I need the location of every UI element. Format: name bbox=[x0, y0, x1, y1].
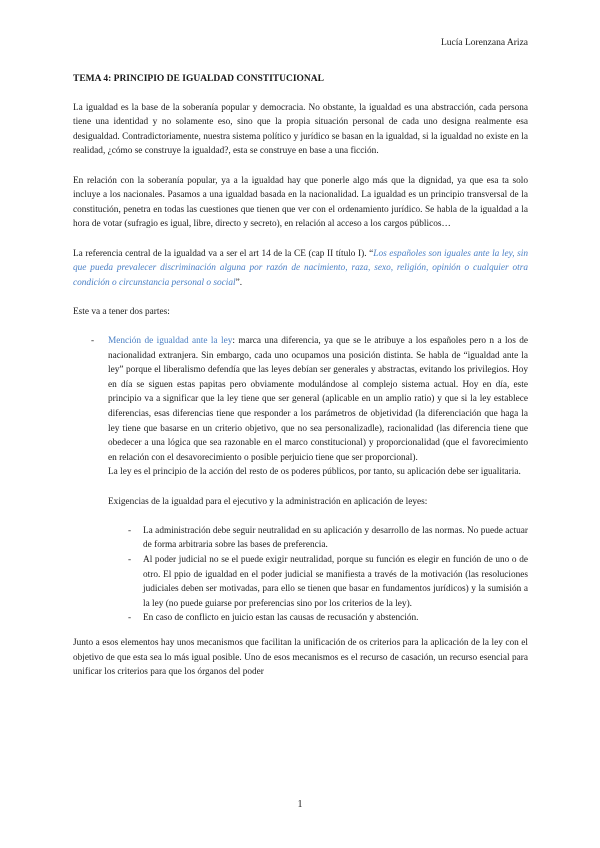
paragraph-1: La igualdad es la base de la soberanía popular y democracia. No obstante, la igualdad es una abstracción, cada persona tiene una identidad y no solamente eso, sino que la propia situación personal de cada uno designa realmente esa desigualdad. Contradictoriamente, nuestra sistema político y jurídico se basan en la igualdad, si la igualdad no existe en la realidad, ¿cómo se construye la igualdad?, esta se construye en base a una ficción. bbox=[73, 102, 528, 157]
list-item-paragraph-3: Exigencias de la igualdad para el ejecutivo y la administración en aplicación de leyes: bbox=[108, 496, 428, 507]
sub-list-text: Al poder judicial no se el puede exigir neutralidad, porque su función es elegir en función de uno o de otro. El ppio de igualdad en el poder judicial se manifiesta a través de la motivación (las resoluciones judiciales deben ser motivadas, para ello se tienen que basar en fundamentos jurídicos) y la sumisión a la ley (no puede guiarse por preferencias sino por los criterios de la ley). bbox=[143, 555, 528, 609]
article-14-quote: Los españoles son iguales ante la ley, sin que pueda prevalecer discriminación alguna por razón de nacimiento, raza, sexo, religión, opinión o cualquier otra condición o circunstancia personal o social bbox=[73, 248, 528, 288]
page-number: 1 bbox=[297, 799, 303, 810]
dash-bullet: - bbox=[128, 555, 132, 565]
paragraph-4: Este va a tener dos partes: bbox=[73, 306, 170, 317]
dash-bullet: - bbox=[128, 525, 132, 536]
page-title: TEMA 4: PRINCIPIO DE IGUALDAD CONSTITUCIONAL bbox=[73, 74, 324, 84]
list-item bbox=[73, 334, 528, 509]
document-body bbox=[73, 72, 528, 694]
paragraph-3 bbox=[73, 247, 528, 291]
list-item-body bbox=[108, 334, 528, 465]
main-list bbox=[73, 334, 528, 509]
sub-list-text: En caso de conflicto en juicio estan las causas de recusación y abstención. bbox=[143, 613, 419, 624]
paragraph-3-lead: La referencia central de la igualdad va a ser el art 14 de la CE (cap II título I). “ bbox=[73, 248, 374, 259]
sub-list-item bbox=[108, 611, 528, 626]
list-item-paragraph-2: La ley es el principio de la acción del resto de os poderes públicos, por tanto, su aplicación debe ser igualitaria. bbox=[108, 467, 521, 478]
dash-bullet: - bbox=[128, 613, 132, 624]
sub-list-text: La administración debe seguir neutralidad en su aplicación y desarrollo de las normas. No puede actuar de forma arbitraria sobre las bases de preferencia. bbox=[143, 525, 528, 551]
paragraph-5: Junto a esos elementos hay unos mecanismos que facilitan la unificación de os criterios para la aplicación de la ley con el objetivo de que esta sea lo más igual posible. Uno de esos mecanismos es el recurso de casación, un recurso esencial para unificar los criterios para que los órganos del poder bbox=[73, 637, 528, 678]
paragraph-3-end: ”. bbox=[235, 277, 243, 288]
igualdad-ante-ley-link[interactable]: Mención de igualdad ante la ley bbox=[108, 336, 233, 347]
list-item-text: : marca una diferencia, ya que se le atribuye a los españoles pero n a los de nacionalidad extranjera. Sin embargo, cada uno ocupamos una posición distinta. Se habla de “igualdad ante la ley” porque el liberalismo defendía que las leyes debían ser generales y abstractas, evitando los privilegios. Hoy en día se siguen estas papitas pero obviamente modulándose al complejo sistema actual. Hoy en día, este principio va a significar que la ley tiene que ser general (aplicable en un amplio ratio) y que si la ley establece diferencias, esas diferencias tiene que responder a los parámetros de objetividad (la diferenciación que haga la ley tiene que basarse en un criterio objetivo, que no sea personalizadle), racionalidad (las diferencia tiene que obedecer a una lógica que sea razonable en el marco constitucional) y proporcionalidad (que el favorecimiento en relación con el desavorecimiento o posible perjuicio tiene que ser proporcional). bbox=[108, 336, 528, 463]
header-author: Lucía Lorenzana Ariza bbox=[440, 38, 528, 48]
sub-list-item bbox=[108, 524, 528, 553]
sub-list bbox=[108, 524, 528, 626]
paragraph-2: En relación con la soberanía popular, ya a la igualdad hay que ponerle algo más que la dignidad, ya que esa ta solo incluye a los nacionales. Pasamos a una igualdad basada en la nacionalidad. La igualdad es un principio transversal de la constitución, penetra en todas las cuestiones que tienen que ver con el ordenamiento jurídico. Se habla de la igualdad a la hora de votar (sufragio es igual, libre, directo y secreto), en relación al acceso a los cargos públicos… bbox=[73, 175, 528, 230]
sub-list-item bbox=[108, 553, 528, 611]
dash-bullet: - bbox=[91, 336, 95, 347]
